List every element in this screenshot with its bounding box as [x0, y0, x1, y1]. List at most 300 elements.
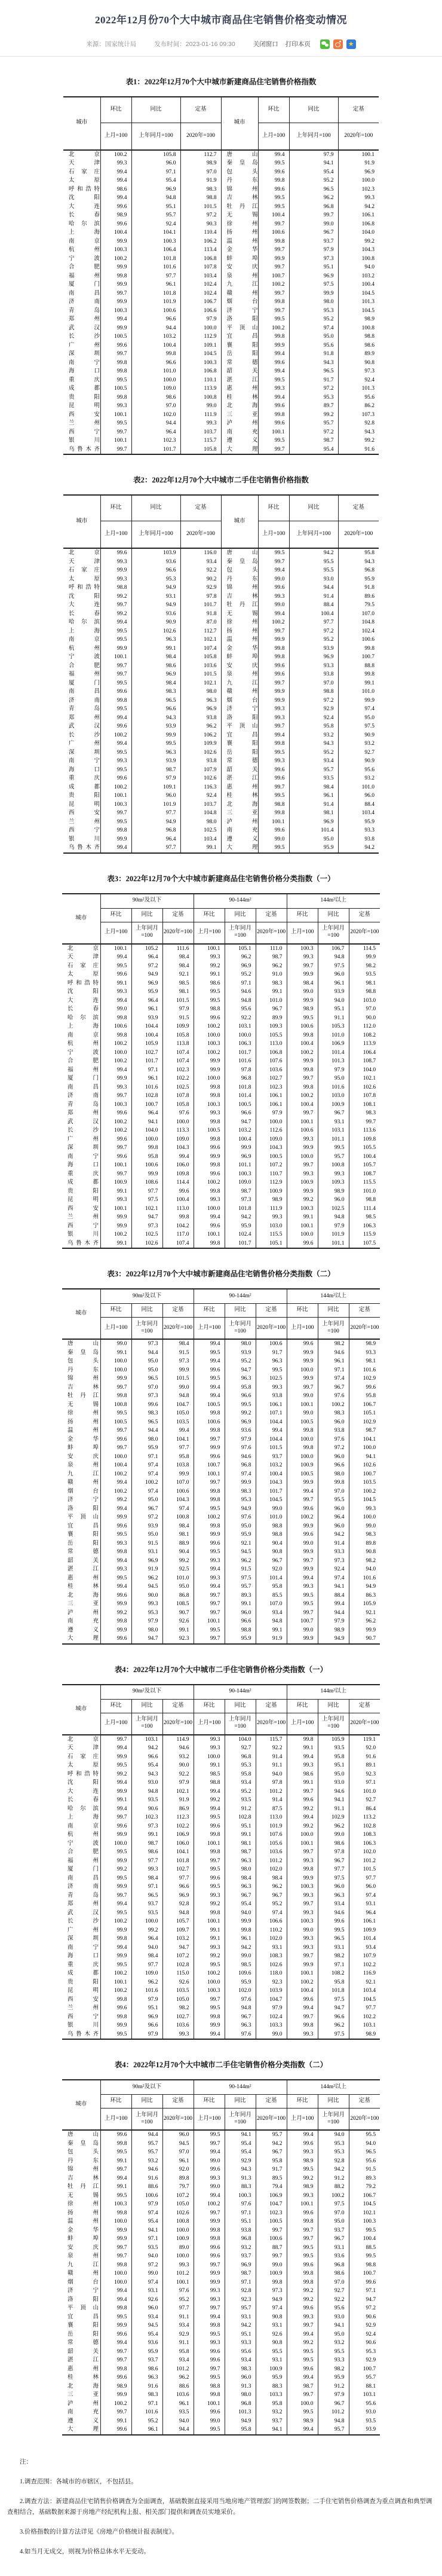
table-cell: 93.8	[289, 670, 338, 679]
table-cell: 94.1	[318, 2321, 349, 2330]
table-cell: 环比	[194, 2095, 225, 2109]
table-cell: 95.8	[256, 2157, 287, 2166]
table-cell: 定基	[349, 2095, 380, 2109]
city-cell: 成都	[62, 1969, 100, 1978]
table-cell: 100.3	[100, 246, 131, 255]
table-cell: 上年同月=100	[131, 922, 162, 944]
table-cell: 97.2	[289, 428, 338, 437]
table-cell: 96.7	[318, 1857, 349, 1866]
table-cell: 99.9	[287, 1961, 318, 1970]
table-cell: 99.8	[256, 2278, 287, 2287]
table-new-home-price-index	[63, 96, 379, 456]
table-cell: 91.7	[256, 2165, 287, 2174]
table-cell: 103.1	[318, 1126, 349, 1135]
table-cell: 99.1	[287, 1779, 318, 1787]
table-cell: 94.3	[364, 558, 375, 565]
table-cell: 99.9	[194, 1057, 225, 1066]
table-row	[62, 2408, 380, 2417]
table-cell: 100.0	[225, 1031, 256, 1040]
table-cell: 100.2	[100, 1470, 131, 1479]
table-cell: 90.8	[366, 1549, 376, 1556]
table-cell: 101.5	[162, 1374, 194, 1383]
close-window-link[interactable]: 关闭窗口	[253, 41, 278, 48]
table-cell: 上年同月=100	[318, 922, 349, 944]
table-cell: 112.3	[162, 1813, 194, 1822]
city-cell: 徐州	[62, 1409, 100, 1418]
table-cell: 102.4	[361, 628, 375, 634]
city-cell: 洛阳	[62, 1505, 100, 1514]
city-cell: 扬州	[221, 228, 258, 237]
table-cell: 2020年=100	[256, 922, 287, 944]
table-cell: 101.9	[131, 298, 180, 307]
table-cell: 96.1	[131, 2425, 162, 2435]
table-cell: 104.1	[162, 1848, 194, 1857]
table-cell: 96.6	[318, 1461, 349, 1470]
table-row	[62, 1753, 380, 1762]
table-cell: 105.7	[363, 1162, 376, 1169]
table-cell: 100.0	[287, 1230, 318, 1239]
table-cell: 99.8	[194, 1135, 225, 1144]
table-cell: 94.4	[162, 2425, 194, 2435]
table-cell: 100.7	[194, 1461, 225, 1470]
table-cell: 99.3	[258, 757, 289, 766]
table-cell: 100.2	[287, 1092, 318, 1101]
table-cell: 102.7	[162, 2013, 194, 2022]
table-cell: 100.0	[180, 324, 221, 333]
table-cell: 144m²以上	[287, 1289, 380, 1304]
table-row	[62, 1187, 380, 1196]
table2-title: 表2：2022年12月70个大中城市二手住宅销售价格指数	[133, 476, 309, 485]
city-cell: 宜昌	[221, 332, 258, 341]
city-cell: 成都	[63, 384, 100, 393]
table-cell: 99.4	[100, 1505, 131, 1514]
table-cell: 93.5	[366, 2418, 376, 2424]
table-cell: 93.5	[225, 1796, 256, 1805]
table-cell: 89.9	[256, 1014, 287, 1023]
table-row	[62, 2192, 380, 2201]
table-cell: 98.0	[180, 687, 221, 696]
table-cell: 2020年=100	[256, 2109, 287, 2131]
print-page-link[interactable]: 打印本页	[285, 41, 311, 48]
table-cell: 93.1	[366, 1901, 376, 1908]
table-cell: 99.1	[194, 1926, 225, 1935]
table-cell: 同比	[131, 97, 180, 123]
table-cell: 102.1	[363, 2210, 376, 2216]
table-cell: 99.9	[194, 1444, 225, 1453]
table-cell: 102.0	[225, 1987, 256, 1996]
table-cell: 113.9	[363, 1041, 376, 1047]
table-cell: 98.9	[180, 159, 221, 168]
table-cell: 94.1	[225, 2130, 256, 2140]
table-row	[62, 1496, 380, 1505]
table-cell: 99.6	[194, 2348, 225, 2357]
table-cell: 99.1	[194, 1935, 225, 1944]
city-cell: 遵义	[62, 1626, 100, 1635]
city-cell: 济南	[63, 298, 100, 307]
table-cell: 99.9	[100, 1513, 131, 1522]
table-row	[63, 601, 379, 610]
table-cell: 2020年=100	[162, 1318, 194, 1340]
table-row	[63, 436, 379, 445]
table-cell: 90m²及以下	[100, 2080, 194, 2095]
table-cell: 97.0	[131, 402, 180, 411]
city-cell: 平顶山	[221, 324, 258, 333]
table-cell: 98.8	[256, 1530, 287, 1539]
table-cell: 同比	[318, 1304, 349, 1318]
table-cell: 101.4	[363, 1936, 376, 1942]
table-cell: 99.9	[100, 280, 131, 289]
table-cell: 113.0	[256, 1040, 287, 1049]
table-cell: 100.2	[258, 324, 289, 333]
table-cell: 99.9	[100, 237, 131, 246]
table-cell: 99.5	[258, 315, 289, 324]
table-cell: 93.6	[131, 2339, 162, 2348]
table-cell: 108.7	[363, 1058, 376, 1065]
city-cell: 合肥	[63, 263, 100, 272]
table-cell: 97.4	[366, 1892, 376, 1899]
table-cell: 97.9	[180, 315, 221, 324]
table-cell: 109.9	[180, 740, 221, 748]
table-row	[63, 766, 379, 775]
table-cell: 94.1	[318, 1796, 349, 1805]
city-cell: 锦州	[221, 185, 258, 194]
table-row	[62, 2382, 380, 2391]
table-cell: 100.1	[100, 653, 131, 662]
table-cell: 99.0	[256, 1505, 287, 1514]
table-cell: 106.8	[180, 255, 221, 264]
table-cell: 91.1	[318, 1805, 349, 1814]
table-cell: 95.4	[131, 2330, 162, 2339]
table-row	[62, 2209, 380, 2218]
table-cell: 94.4	[131, 324, 180, 333]
table-cell: 环比	[194, 908, 225, 922]
table-cell: 96.9	[225, 1153, 256, 1162]
table-cell: 97.7	[366, 2005, 376, 2012]
table-cell: 100.1	[287, 1118, 318, 1127]
city-cell: 深圳	[62, 1144, 100, 1153]
table-cell: 91.9	[256, 1634, 287, 1644]
table-cell: 97.7	[162, 1874, 194, 1883]
table-cell: 100.7	[258, 272, 289, 281]
table-cell: 99.5	[318, 1144, 349, 1153]
table-cell: 101.5	[180, 670, 221, 679]
table-cell: 95.3	[318, 2148, 349, 2157]
city-cell: 宜昌	[221, 731, 258, 740]
table-cell: 110.4	[180, 228, 221, 237]
table-cell: 94.1	[131, 1118, 162, 1127]
table-cell: 99.5	[100, 818, 131, 827]
table-cell: 96.6	[131, 359, 180, 368]
city-cell: 南宁	[63, 359, 100, 368]
table-cell: 98.6	[318, 1839, 349, 1848]
table-cell: 99.3	[366, 1505, 376, 1512]
table-cell: 100.0	[287, 1831, 318, 1839]
table-cell: 99.0	[318, 1831, 349, 1839]
table-cell: 99.6	[194, 1366, 225, 1375]
city-cell: 武汉	[62, 1118, 100, 1127]
table-cell: 106.8	[256, 1049, 287, 1058]
table-row	[62, 1770, 380, 1779]
table-cell: 99.7	[287, 1848, 318, 1857]
table-row	[63, 592, 379, 601]
table-cell: 99.8	[131, 1144, 162, 1153]
table-cell: 97.4	[131, 2278, 162, 2287]
table-cell: 96.9	[289, 653, 338, 662]
table-cell: 99.1	[100, 2183, 131, 2192]
table-row	[62, 1848, 380, 1857]
table-cell: 101.7	[180, 601, 221, 610]
table-row	[62, 1565, 380, 1574]
city-cell: 昆明	[63, 402, 100, 411]
table-cell: 99.9	[100, 1787, 131, 1796]
table-cell: 94.0	[225, 1909, 256, 1918]
table-cell: 99.0	[256, 2261, 287, 2270]
table-cell: 102.9	[363, 1419, 376, 1425]
table-cell: 100.9	[256, 1187, 287, 1196]
table-cell: 96.3	[225, 1857, 256, 1866]
table-cell: 92.4	[366, 2331, 376, 2337]
city-cell: 重庆	[62, 1170, 100, 1179]
table-cell: 93.9	[366, 2427, 376, 2433]
table-cell: 99.0	[289, 220, 338, 229]
table-cell: 98.7	[131, 766, 180, 775]
table-cell: 99.8	[225, 1926, 256, 1935]
table-cell: 99.7	[100, 289, 131, 298]
qzone-share-icon[interactable]	[346, 39, 356, 49]
table-cell: 99.5	[194, 2330, 225, 2339]
table-cell: 102.3	[361, 186, 375, 192]
table-cell: 100.9	[287, 1178, 318, 1187]
table-cell: 90.2	[180, 575, 221, 584]
table-cell: 100.7	[287, 1617, 318, 1626]
city-cell: 厦门	[62, 1074, 100, 1083]
table-cell: 92.4	[289, 714, 338, 723]
table-cell: 103.3	[256, 2391, 287, 2400]
table-cell: 96.8	[225, 1753, 256, 1762]
table-cell: 97.4	[162, 1505, 194, 1514]
table-cell: 93.3	[318, 2356, 349, 2365]
city-cell: 长沙	[62, 1126, 100, 1135]
table-cell: 99.7	[287, 1787, 318, 1796]
table-cell: 上年同月=100	[318, 1713, 349, 1735]
table-cell: 93.4	[225, 1779, 256, 1787]
table-cell: 上月=100	[100, 1318, 131, 1340]
table-cell: 100.8	[100, 1401, 131, 1410]
table-cell: 99.7	[100, 1813, 131, 1822]
table-cell: 95.2	[162, 2296, 194, 2305]
table-cell: 100.0	[131, 1917, 162, 1926]
table-cell: 97.8	[318, 1848, 349, 1857]
table-row	[62, 1144, 380, 1153]
table-cell: 91.1	[256, 1761, 287, 1770]
table-cell: 100.6	[131, 2192, 162, 2201]
table-cell: 89.5	[256, 2174, 287, 2183]
table-cell: 100.4	[131, 341, 180, 350]
table-row	[62, 1796, 380, 1805]
city-cell: 平顶山	[62, 2304, 100, 2313]
table-cell: 99.2	[162, 1557, 194, 1566]
table-row	[63, 237, 379, 246]
city-cell: 韶关	[62, 1557, 100, 1566]
table-cell: 100.0	[287, 1435, 318, 1444]
table-row	[62, 2200, 380, 2209]
table-cell: 96.6	[131, 1753, 162, 1762]
table-cell: 100.2	[100, 1040, 131, 1049]
table-cell: 108.7	[363, 1171, 376, 1177]
table-row	[62, 1349, 380, 1358]
city-cell: 上海	[63, 228, 100, 237]
table-row	[62, 962, 380, 971]
table-cell: 99.3	[100, 558, 131, 567]
table-row	[62, 1591, 380, 1600]
table-cell: 93.1	[131, 1548, 162, 1557]
table-cell: 95.8	[162, 1453, 194, 1462]
table-cell: 97.0	[318, 2278, 349, 2287]
table-cell: 105.8	[162, 1031, 194, 1040]
table-cell: 99.7	[258, 263, 289, 272]
table-cell: 99.6	[194, 1144, 225, 1153]
table-cell: 91.9	[180, 176, 221, 185]
table-cell: 107.8	[180, 263, 221, 272]
table-cell: 92.4	[131, 220, 180, 229]
table-row	[62, 1418, 380, 1427]
table-cell: 上年同月=100	[289, 521, 338, 549]
city-cell: 海口	[62, 1952, 100, 1961]
table-cell: 106.7	[180, 298, 221, 307]
table-cell: 95.9	[318, 2373, 349, 2382]
table-cell: 97.5	[131, 1196, 162, 1205]
city-cell: 九江	[221, 679, 258, 688]
table-cell: 94.8	[131, 1787, 162, 1796]
table-cell: 99.4	[100, 714, 131, 723]
table-cell: 87.5	[256, 1805, 287, 1814]
table-cell: 99.6	[258, 583, 289, 592]
table-cell: 94.9	[318, 1634, 349, 1644]
table-cell: 97.2	[318, 1444, 349, 1453]
table-cell: 95.5	[318, 2348, 349, 2357]
table-cell: 98.1	[366, 1358, 376, 1365]
table-cell: 99.7	[366, 1119, 376, 1125]
table-cell: 100.3	[287, 1883, 318, 1891]
table-cell: 94.9	[131, 970, 162, 979]
table-cell: 100.1	[258, 818, 289, 827]
table-cell: 99.7	[194, 1857, 225, 1866]
table-cell: 99.6	[366, 1384, 376, 1391]
table-cell: 95.4	[131, 2217, 162, 2226]
weibo-share-icon[interactable]	[333, 39, 343, 49]
table-cell: 99.7	[287, 2321, 318, 2330]
table-cell: 97.9	[318, 1066, 349, 1075]
table-row	[62, 1609, 380, 1618]
table-cell: 110.2	[256, 1926, 287, 1935]
table-cell: 99.1	[100, 2417, 131, 2426]
table-cell: 96.5	[289, 185, 338, 194]
table-cell: 102.3	[256, 2209, 287, 2218]
table-cell: 99.2	[287, 2339, 318, 2348]
table-cell: 97.0	[162, 2148, 194, 2157]
city-cell: 大连	[63, 601, 100, 610]
table-cell: 99.7	[287, 1161, 318, 1170]
table-cell: 96.1	[131, 1005, 162, 1014]
table-cell: 99.4	[194, 2313, 225, 2322]
table-cell: 99.7	[258, 679, 289, 688]
table-cell: 94.2	[364, 203, 375, 210]
city-cell: 济宁	[221, 307, 258, 316]
table-cell: 95.0	[318, 1770, 349, 1779]
city-cell: 牡丹江	[221, 601, 258, 610]
city-cell: 兰州	[62, 1213, 100, 1222]
table-cell: 104.1	[363, 1436, 376, 1443]
table-cell: 101.1	[225, 1161, 256, 1170]
table-cell: 99.9	[100, 1857, 131, 1866]
city-cell: 惠州	[62, 1574, 100, 1583]
table-cell: 93.1	[318, 1118, 349, 1127]
table-cell: 94.9	[256, 2296, 287, 2305]
note-item: 3.价格指数的计算方法详见《房地产价格统计报表制度》。	[20, 2529, 179, 2536]
table-cell: 100.9	[287, 1461, 318, 1470]
table-cell: 113.0	[162, 1205, 194, 1214]
table-cell: 99.3	[287, 953, 318, 962]
table-cell: 88.2	[318, 2183, 349, 2192]
city-cell: 沈阳	[62, 1779, 100, 1787]
table-cell: 96.7	[225, 1891, 256, 1900]
table-row	[62, 2365, 380, 2374]
table-cell: 90m²及以下	[100, 1685, 194, 1700]
table-cell: 99.4	[258, 610, 289, 619]
table-cell: 101.0	[256, 1513, 287, 1522]
table-cell: 96.9	[180, 705, 221, 714]
city-cell: 乌鲁木齐	[63, 844, 100, 853]
table-cell: 93.9	[225, 1349, 256, 1358]
city-cell: 秦皇岛	[221, 159, 258, 168]
table-cell: 104.5	[361, 290, 375, 297]
table-cell: 105.2	[131, 944, 162, 954]
table-row	[62, 1865, 380, 1874]
note-item: 2.调查方法：新建商品住宅销售价格调查为全面调查，基础数据直接采用当地房地产管理部门的网签数据；二手住宅销售价格调查为重点调查和典型调查相结合，基础数据来源于房地产经纪机构上报、相关部门提供和调查员实地采价。	[7, 2498, 432, 2516]
table-row	[62, 2417, 380, 2426]
table-cell: 91.8	[289, 350, 338, 359]
table-cell: 99.7	[100, 2408, 131, 2417]
table-cell: 104.1	[162, 1435, 194, 1444]
table-cell: 108.2	[363, 1032, 376, 1038]
city-cell: 襄阳	[62, 1530, 100, 1539]
table-row	[62, 2330, 380, 2339]
table-cell: 定基	[338, 495, 379, 521]
table-cell: 89.8	[366, 1540, 376, 1547]
table-cell: 113.2	[363, 1814, 376, 1821]
wechat-share-icon[interactable]	[320, 39, 330, 49]
city-cell: 南京	[63, 635, 100, 644]
table-cell: 99.5	[131, 740, 180, 748]
table-cell: 95.9	[225, 1634, 256, 1644]
table-cell: 105.3	[318, 1022, 349, 1031]
table-cell: 99.3	[194, 1744, 225, 1753]
table-cell: 101.2	[256, 1857, 287, 1866]
table-cell: 101.0	[361, 689, 375, 695]
table-cell: 98.4	[225, 1874, 256, 1883]
city-cell: 天津	[62, 1744, 100, 1753]
table-cell: 99.9	[194, 2217, 225, 2226]
table-cell: 99.4	[194, 1565, 225, 1574]
table-cell: 99.3	[287, 1944, 318, 1952]
table-cell: 96.5	[131, 696, 180, 705]
table-cell: 101.6	[363, 1367, 376, 1373]
table-cell: 111.0	[256, 944, 287, 954]
table-cell: 99.8	[258, 809, 289, 818]
table-cell: 99.8	[194, 2013, 225, 2022]
table-cell: 96.0	[131, 159, 180, 168]
table-cell: 上月=100	[100, 521, 131, 549]
